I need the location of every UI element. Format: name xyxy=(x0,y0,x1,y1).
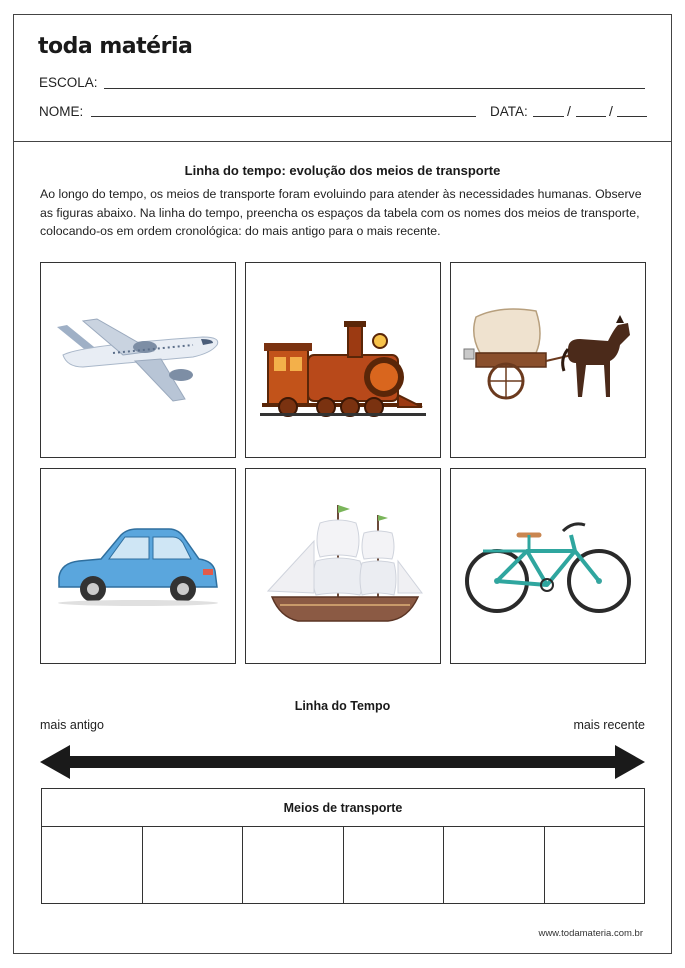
answer-cell[interactable] xyxy=(444,827,545,903)
activity-title: Linha do tempo: evolução dos meios de transporte xyxy=(184,163,501,178)
answer-table xyxy=(41,788,645,904)
timeline-start-label: mais antigo xyxy=(40,718,104,732)
date-separator: / xyxy=(567,103,571,119)
image-card xyxy=(40,262,236,458)
answer-row xyxy=(42,827,644,903)
answer-cell[interactable] xyxy=(143,827,244,903)
image-card xyxy=(245,262,441,458)
horse-cart-icon xyxy=(460,305,636,415)
image-card xyxy=(40,468,236,664)
answer-cell[interactable] xyxy=(42,827,143,903)
name-field[interactable] xyxy=(91,116,476,117)
timeline-end-label: mais recente xyxy=(573,718,645,732)
footer-url[interactable]: www.todamateria.com.br xyxy=(538,928,643,939)
header-divider xyxy=(14,141,671,142)
brand-logo: toda matéria xyxy=(38,34,193,59)
airplane-icon xyxy=(53,315,223,405)
timeline-title: Linha do Tempo xyxy=(294,699,391,713)
image-card xyxy=(450,468,646,664)
date-month-field[interactable] xyxy=(576,116,606,117)
answer-cell[interactable] xyxy=(545,827,645,903)
date-year-field[interactable] xyxy=(617,116,647,117)
worksheet xyxy=(13,14,672,954)
date-day-field[interactable] xyxy=(533,116,564,117)
answer-cell[interactable] xyxy=(344,827,445,903)
steam-locomotive-icon xyxy=(258,295,428,425)
answer-table-header: Meios de transporte xyxy=(42,789,644,827)
date-separator: / xyxy=(609,103,613,119)
image-card xyxy=(245,468,441,664)
car-icon xyxy=(53,521,223,611)
date-label: DATA: xyxy=(490,104,528,119)
sailing-ship-icon xyxy=(258,501,428,631)
timeline-arrow xyxy=(40,743,645,781)
school-field[interactable] xyxy=(104,88,645,89)
answer-cell[interactable] xyxy=(243,827,344,903)
image-card xyxy=(450,262,646,458)
school-label: ESCOLA: xyxy=(39,75,98,90)
name-label: NOME: xyxy=(39,104,84,119)
bicycle-icon xyxy=(463,511,633,621)
activity-instructions: Ao longo do tempo, os meios de transporte foram evoluindo para atender às necessidades humanas. Observe as figuras abaixo. Na linha do tempo, preencha os espaços da tabela com os nomes dos meios de transporte, colocando-os em ordem cronológica: do mais antigo para o mais recente. xyxy=(40,187,642,238)
